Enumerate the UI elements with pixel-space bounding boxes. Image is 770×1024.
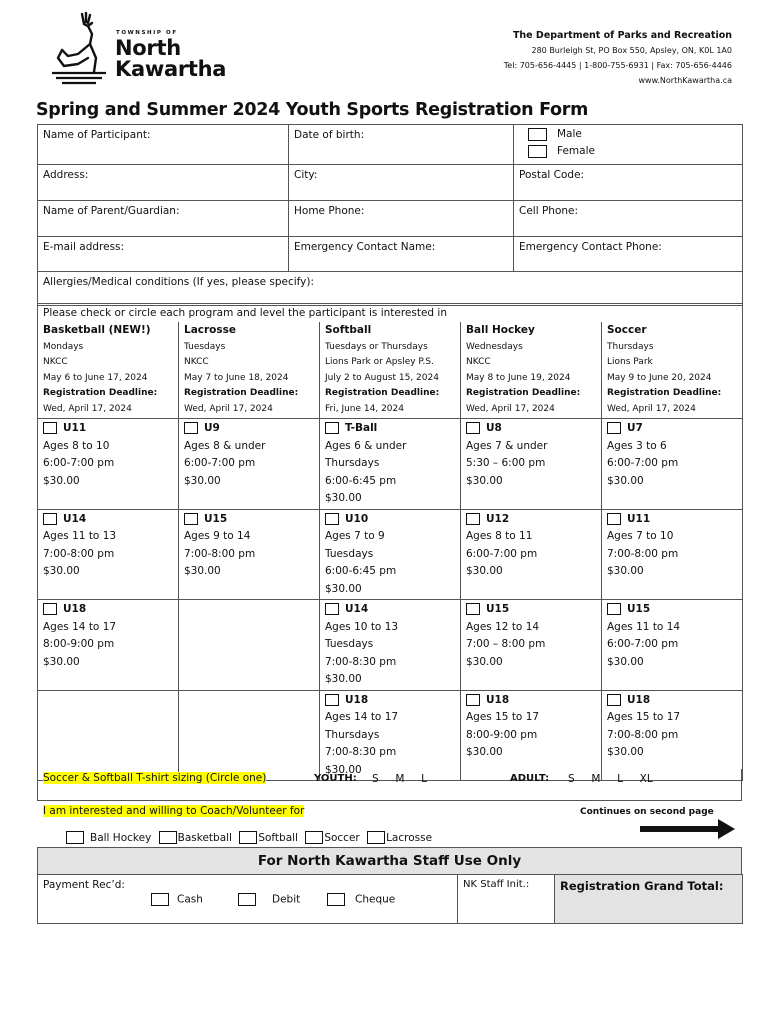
level-name: U12 — [486, 512, 510, 525]
level-checkbox[interactable] — [466, 422, 480, 434]
email-field[interactable] — [38, 237, 289, 272]
coach-basketball[interactable] — [159, 832, 232, 844]
level-detail: $30.00 — [607, 655, 644, 668]
level-name: U18 — [345, 693, 369, 706]
empty-cell — [38, 690, 179, 781]
level-checkbox[interactable] — [325, 603, 339, 615]
level-name: U15 — [486, 603, 510, 615]
gender-female[interactable] — [528, 143, 737, 160]
township-of-label: TOWNSHIP OF — [116, 30, 178, 36]
sport-name: Basketball (NEW!) — [43, 324, 151, 336]
level-detail: Ages 11 to 13 — [43, 530, 117, 542]
coach-checkbox[interactable] — [239, 831, 257, 844]
level-name: U14 — [345, 603, 369, 615]
level-detail: $30.00 — [325, 582, 362, 595]
programs-intro: Please check or circle each program and level the participant is interested in — [38, 304, 743, 323]
sport-name: Ball Hockey — [466, 324, 535, 336]
level-detail: 6:00-7:00 pm — [607, 638, 679, 650]
level-name: U9 — [204, 422, 220, 434]
level-detail: Ages 15 to 17 — [607, 711, 681, 723]
sport-softball — [320, 322, 461, 419]
email-label: E-mail address: — [43, 241, 125, 253]
emergency-name-field[interactable] — [289, 237, 514, 272]
level-detail: Ages 7 to 9 — [325, 530, 385, 542]
coach-lacrosse[interactable] — [367, 832, 432, 844]
staff-use-header: For North Kawartha Staff Use Only — [37, 847, 742, 875]
level-detail: 6:00-7:00 pm — [607, 457, 679, 469]
male-label: Male — [557, 128, 582, 140]
level-detail: $30.00 — [43, 474, 80, 487]
city-label: City: — [294, 169, 318, 181]
level-checkbox[interactable] — [43, 603, 57, 615]
staff-use-table — [37, 874, 743, 924]
sport-name: Soccer — [607, 324, 647, 336]
level-name: U15 — [627, 603, 651, 615]
level-detail: 7:00-8:30 pm — [325, 746, 397, 758]
cash-checkbox[interactable] — [151, 893, 169, 906]
level-checkbox[interactable] — [325, 694, 339, 706]
sport-soccer — [602, 322, 743, 419]
level-name: U7 — [627, 422, 643, 434]
youth-label: YOUTH: — [314, 773, 357, 784]
grand-total-label: Registration Grand Total: — [560, 879, 724, 893]
logo-north: North — [115, 36, 181, 60]
level-name: U11 — [627, 512, 651, 525]
continues-note: Continues on second page — [580, 807, 714, 817]
level-detail: Ages 11 to 14 — [607, 620, 681, 633]
sport-lacrosse — [179, 322, 320, 419]
sport-dates: May 6 to June 17, 2024 — [43, 372, 148, 383]
level-detail: $30.00 — [466, 565, 503, 577]
level-name: U18 — [486, 693, 510, 706]
level-checkbox[interactable] — [607, 694, 621, 706]
coach-option-label: Basketball — [177, 831, 232, 844]
level-detail: Ages 6 & under — [325, 439, 407, 452]
city-field[interactable] — [289, 165, 514, 201]
sport-deadline: Wed, April 17, 2024 — [466, 403, 555, 414]
continue-arrow-icon — [640, 817, 736, 841]
home-phone-label: Home Phone: — [294, 205, 365, 217]
dob-label: Date of birth: — [294, 129, 365, 141]
empty-cell — [179, 690, 320, 781]
level-detail: $30.00 — [325, 763, 362, 776]
level-option[interactable] — [38, 509, 179, 600]
dob-field[interactable] — [289, 125, 514, 165]
cell-phone-label: Cell Phone: — [519, 205, 579, 217]
level-detail: $30.00 — [466, 746, 503, 758]
level-checkbox[interactable] — [184, 513, 198, 525]
sport-deadline-label: Registration Deadline: — [184, 388, 299, 398]
pay-cheque[interactable] — [327, 893, 395, 906]
level-detail: $30.00 — [325, 492, 362, 504]
level-detail: 6:00-6:45 pm — [325, 565, 397, 577]
level-detail: 8:00-9:00 pm — [43, 638, 115, 650]
cheque-label: Cheque — [355, 893, 396, 906]
level-detail: Ages 12 to 14 — [466, 620, 540, 633]
department-address: 280 Burleigh St, PO Box 550, Apsley, ON, K0L 1A0 — [531, 46, 732, 55]
level-name: T-Ball — [345, 422, 378, 434]
level-detail: Tuesdays — [325, 547, 374, 560]
level-name: U15 — [204, 512, 228, 525]
sport-deadline-label: Registration Deadline: — [43, 388, 158, 398]
level-checkbox[interactable] — [466, 694, 480, 706]
debit-checkbox[interactable] — [238, 893, 256, 906]
level-option[interactable] — [602, 600, 743, 691]
sport-name: Softball — [325, 324, 372, 336]
level-detail: $30.00 — [325, 673, 362, 685]
level-detail: $30.00 — [607, 474, 644, 487]
sport-deadline: Wed, April 17, 2024 — [184, 403, 273, 414]
level-detail: $30.00 — [466, 655, 503, 668]
sport-name: Lacrosse — [184, 324, 237, 336]
level-checkbox[interactable] — [43, 513, 57, 525]
female-label: Female — [557, 145, 595, 157]
emergency-phone-field[interactable] — [514, 237, 743, 272]
emergency-phone-label: Emergency Contact Phone: — [519, 241, 662, 253]
sport-basketball — [38, 322, 179, 419]
level-detail: $30.00 — [43, 655, 80, 668]
coach-softball[interactable] — [239, 832, 298, 844]
coach-option-label: Softball — [258, 831, 298, 844]
level-detail: Ages 9 to 14 — [184, 530, 251, 542]
level-name: U18 — [627, 693, 651, 706]
level-detail: 5:30 – 6:00 pm — [466, 457, 546, 469]
allergies-label: Allergies/Medical conditions (If yes, please specify): — [43, 276, 315, 288]
logo-wordmark — [115, 38, 226, 80]
sport-day: Wednesdays — [466, 341, 523, 352]
parent-name-field[interactable] — [38, 201, 289, 237]
level-detail: 7:00-8:00 pm — [607, 728, 679, 741]
staff-init-label: NK Staff Init.: — [463, 879, 530, 890]
sport-dates: May 7 to June 18, 2024 — [184, 372, 289, 383]
level-checkbox[interactable] — [607, 422, 621, 434]
cheque-checkbox[interactable] — [327, 893, 345, 906]
level-detail: Ages 15 to 17 — [466, 711, 540, 723]
sport-deadline-label: Registration Deadline: — [325, 388, 440, 398]
level-detail: Ages 14 to 17 — [325, 711, 399, 723]
adult-sizes[interactable]: S M L XL — [568, 773, 653, 785]
level-option[interactable] — [179, 509, 320, 600]
level-detail: 7:00-8:30 pm — [325, 655, 397, 668]
level-detail: Ages 8 & under — [184, 439, 266, 452]
logo-kawartha: Kawartha — [115, 57, 227, 81]
level-detail: 6:00-7:00 pm — [466, 547, 538, 560]
sport-deadline: Wed, April 17, 2024 — [607, 403, 696, 414]
participant-name-field[interactable] — [38, 125, 289, 165]
level-detail: 6:00-7:00 pm — [43, 457, 115, 469]
level-option[interactable] — [461, 509, 602, 600]
form-title: Spring and Summer 2024 Youth Sports Registration Form — [36, 100, 589, 120]
adult-label: ADULT: — [510, 773, 550, 784]
level-name: U8 — [486, 422, 502, 434]
level-checkbox[interactable] — [607, 603, 621, 615]
staff-init-field[interactable] — [458, 875, 555, 924]
level-option[interactable] — [461, 419, 602, 510]
level-option[interactable] — [602, 419, 743, 510]
address-label: Address: — [43, 169, 89, 181]
sport-day: Mondays — [43, 341, 84, 352]
level-detail: Ages 3 to 6 — [607, 439, 667, 452]
level-detail: $30.00 — [184, 565, 221, 577]
level-detail: 7:00-8:00 pm — [43, 547, 115, 560]
level-detail: 8:00-9:00 pm — [466, 728, 538, 741]
level-option[interactable] — [461, 600, 602, 691]
department-phones: Tel: 705-656-4445 | 1-800-755-6931 | Fax: 705-656-4446 — [503, 61, 732, 70]
level-option[interactable] — [38, 419, 179, 510]
address-field[interactable] — [38, 165, 289, 201]
sport-location: Lions Park or Apsley P.S. — [325, 357, 434, 367]
postal-label: Postal Code: — [519, 169, 585, 181]
level-name: U18 — [63, 603, 87, 615]
level-detail: $30.00 — [607, 746, 644, 758]
sport-location: Lions Park — [607, 357, 653, 367]
level-detail: $30.00 — [466, 474, 503, 487]
parent-name-label: Name of Parent/Guardian: — [43, 205, 180, 217]
gender-field — [514, 125, 743, 165]
coach-checkbox[interactable] — [367, 831, 385, 844]
level-name: U11 — [63, 422, 87, 434]
level-checkbox[interactable] — [466, 513, 480, 525]
level-option[interactable] — [602, 690, 743, 781]
department-title: The Department of Parks and Recreation — [512, 30, 732, 41]
sport-dates: July 2 to August 15, 2024 — [325, 372, 439, 383]
sport-deadline-label: Registration Deadline: — [466, 388, 581, 398]
male-checkbox[interactable] — [528, 128, 547, 141]
level-detail: 7:00-8:00 pm — [607, 547, 679, 560]
level-detail: Tuesdays — [325, 638, 374, 650]
level-option[interactable] — [38, 600, 179, 691]
sport-deadline-label: Registration Deadline: — [607, 388, 722, 398]
coach-checkbox[interactable] — [305, 831, 323, 844]
level-detail: $30.00 — [43, 565, 80, 577]
payment-field — [38, 875, 458, 924]
level-detail: Ages 14 to 17 — [43, 620, 117, 633]
cell-phone-field[interactable] — [514, 201, 743, 237]
coach-ball-hockey[interactable] — [66, 832, 151, 844]
grand-total-field[interactable] — [555, 875, 743, 924]
sport-deadline: Fri, June 14, 2024 — [325, 403, 404, 414]
department-info — [504, 28, 732, 88]
sport-day: Thursdays — [607, 341, 654, 352]
debit-label: Debit — [272, 893, 301, 906]
level-checkbox[interactable] — [184, 422, 198, 434]
level-checkbox[interactable] — [43, 422, 57, 434]
level-option[interactable] — [320, 419, 461, 510]
level-detail: Ages 10 to 13 — [325, 620, 399, 633]
level-option[interactable] — [320, 600, 461, 691]
level-option[interactable] — [179, 419, 320, 510]
level-detail: 6:00-6:45 pm — [325, 474, 397, 487]
level-detail: Ages 8 to 11 — [466, 530, 533, 542]
cash-label: Cash — [177, 893, 203, 906]
gender-male[interactable] — [528, 126, 737, 143]
home-phone-field[interactable] — [289, 201, 514, 237]
coach-checkbox[interactable] — [66, 831, 84, 844]
sport-day: Tuesdays — [184, 341, 226, 352]
tshirt-label: Soccer & Softball T-shirt sizing (Circle one) — [43, 772, 267, 784]
pay-debit[interactable] — [238, 893, 300, 906]
female-checkbox[interactable] — [528, 145, 547, 158]
programs-table — [37, 303, 743, 781]
coach-option-label: Soccer — [324, 831, 360, 844]
level-detail: Ages 8 to 10 — [43, 439, 110, 452]
level-checkbox[interactable] — [325, 513, 339, 525]
coach-soccer[interactable] — [305, 832, 359, 844]
level-checkbox[interactable] — [607, 513, 621, 525]
level-name: U10 — [345, 512, 369, 525]
allergies-field[interactable] — [38, 272, 743, 306]
emergency-name-label: Emergency Contact Name: — [294, 241, 436, 253]
level-detail: 7:00 – 8:00 pm — [466, 638, 546, 650]
coach-options — [66, 831, 432, 844]
sport-dates: May 8 to June 19, 2024 — [466, 372, 571, 383]
level-option[interactable] — [461, 690, 602, 781]
coach-checkbox[interactable] — [159, 831, 177, 844]
sport-ball-hockey — [461, 322, 602, 419]
level-option[interactable] — [602, 509, 743, 600]
sport-deadline: Wed, April 17, 2024 — [43, 403, 132, 414]
participant-name-label: Name of Participant: — [43, 129, 151, 141]
coach-option-label: Ball Hockey — [90, 831, 152, 844]
department-website: www.NorthKawartha.ca — [638, 76, 732, 85]
participant-info-table — [37, 124, 743, 306]
payment-label: Payment Rec’d: — [43, 879, 125, 891]
level-checkbox[interactable] — [325, 422, 339, 434]
youth-sizes[interactable]: S M L — [372, 773, 427, 785]
sport-location: NKCC — [184, 357, 209, 367]
sport-location: NKCC — [466, 357, 491, 367]
level-name: U14 — [63, 512, 87, 525]
coach-option-label: Lacrosse — [386, 831, 433, 844]
level-detail: Ages 7 & under — [466, 439, 548, 452]
pay-cash[interactable] — [151, 893, 203, 906]
level-option[interactable] — [320, 509, 461, 600]
level-detail: Thursdays — [325, 457, 380, 469]
sport-location: NKCC — [43, 357, 68, 367]
sport-day: Tuesdays or Thursdays — [325, 341, 428, 352]
tshirt-row — [37, 769, 742, 801]
level-detail: 7:00-8:00 pm — [184, 547, 256, 560]
level-detail: Thursdays — [325, 728, 380, 741]
level-detail: $30.00 — [607, 565, 644, 577]
level-checkbox[interactable] — [466, 603, 480, 615]
empty-cell — [179, 600, 320, 691]
level-option[interactable] — [320, 690, 461, 781]
level-detail: Ages 7 to 10 — [607, 530, 674, 542]
level-detail: $30.00 — [184, 474, 221, 487]
postal-field[interactable] — [514, 165, 743, 201]
sport-dates: May 9 to June 20, 2024 — [607, 372, 712, 383]
level-detail: 6:00-7:00 pm — [184, 457, 256, 469]
coach-label: I am interested and willing to Coach/Volunteer for — [43, 805, 305, 817]
